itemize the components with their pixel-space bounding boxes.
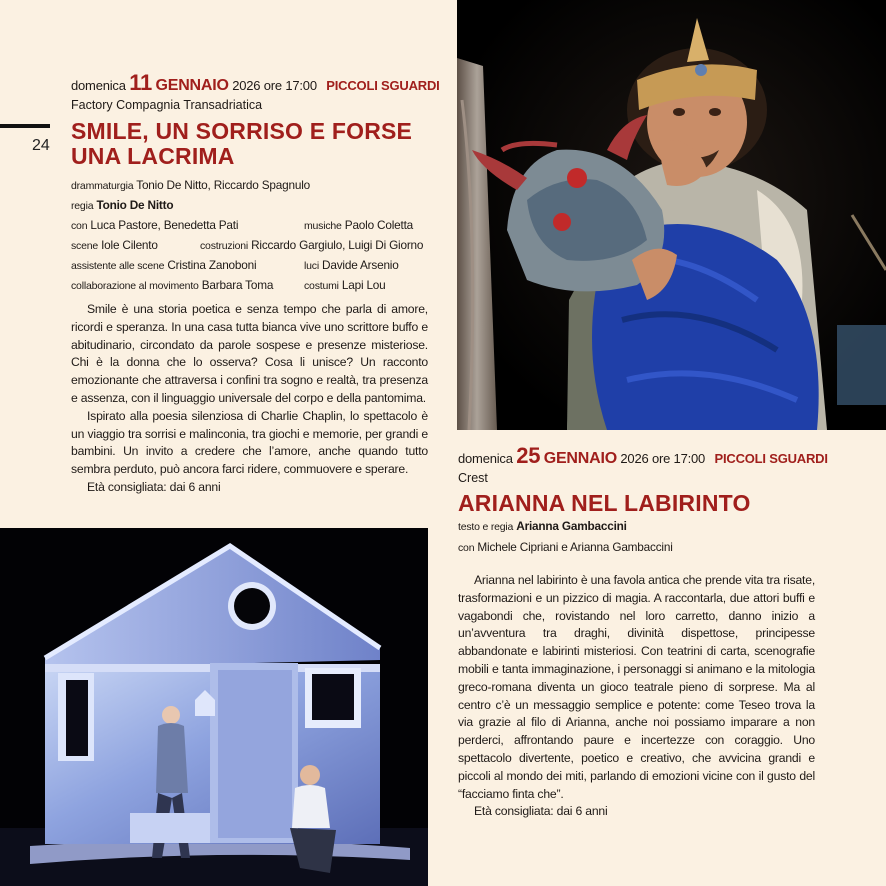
event1-credit-dramaturgy bbox=[71, 178, 310, 192]
event1-para2: Ispirato alla poesia silenziosa di Charlie Chaplin, lo spettacolo è un viaggio tra sorrisi e malinconia, tra giochi e memorie, per grandi e bambini. Un invito a credere che l’amore, anche quando tutto sembra perduto, può ancora farci ridere, commuovere e sperare. bbox=[71, 408, 428, 477]
event1-build: Riccardo Gargiulo, Luigi Di Giorno bbox=[251, 238, 424, 252]
event1-company: Factory Compagnia Transadriatica bbox=[71, 98, 263, 112]
page-number: 24 bbox=[32, 137, 50, 154]
event1-para1: Smile è una storia poetica e senza tempo che parla di amore, ricordi e speranza. In una casa tutta bianca vive uno scrittore buffo e abitudinario, circondato da parole sospese e presenze misteriose. Chi è la donna che lo osserva? Cosa li unisce? Un racconto emozionante che attraversa i confini tra sogno e realtà, tra presenza e assenza, con il linguaggio universale del corpo e della pantomima. bbox=[71, 302, 428, 405]
event1-movement-label: collaborazione al movimento bbox=[71, 280, 199, 292]
event2-credit-text-dir bbox=[458, 519, 627, 533]
event1-dramaturgy: Tonio De Nitto, Riccardo Spagnulo bbox=[136, 178, 310, 192]
event1-credit-sets bbox=[71, 238, 158, 252]
event2-year-time: 2026 ore 17:00 bbox=[620, 451, 706, 466]
event1-sets: Iole Cilento bbox=[101, 238, 158, 252]
event1-credit-build bbox=[200, 238, 423, 252]
event2-cast: Michele Cipriani e Arianna Gambaccini bbox=[477, 540, 673, 554]
event2-company: Crest bbox=[458, 471, 488, 485]
event1-director: Tonio De Nitto bbox=[96, 198, 174, 212]
event1-credit-cast bbox=[71, 218, 238, 232]
event2-para1: Arianna nel labirinto è una favola antica che prende vita tra risate, trasformazioni e un pizzico di magia. A raccontarla, due attori buffi e vagabondi che, rovistando nel loro carretto, danno inizio a un’avventura tra draghi, divinità dispettose, principesse abbandonate e labirinti misteriosi. Con teatrini di carta, scenografie mobili e tanta immaginazione, i personaggi si animano e la mitologia greco-romana diventa un gioco teatrale pieno di sorprese. Ma al centro c’è un messaggio semplice e potente: come Teseo trova la via grazie al filo di Arianna, anche noi possiamo imparare a non perderci, affrontando paure e incertezze con coraggio. Uno spettacolo divertente, poetico e creativo, che avvicina grandi e piccoli al mondo dei miti, parlando di emozioni vicine con il gusto del “facciamo finta che”. bbox=[458, 573, 815, 801]
event1-music: Paolo Coletta bbox=[344, 218, 414, 232]
event1-credit-assistant bbox=[71, 258, 256, 272]
event1-music-label: musiche bbox=[304, 220, 342, 232]
event1-director-label: regia bbox=[71, 200, 94, 212]
event1-assistant: Cristina Zanoboni bbox=[167, 258, 257, 272]
event1-sets-label: scene bbox=[71, 240, 99, 252]
event1-costumes-label: costumi bbox=[304, 280, 339, 292]
page-rule bbox=[0, 124, 50, 128]
event2-text-dir: Arianna Gambaccini bbox=[516, 519, 627, 533]
event1-movement: Barbara Toma bbox=[201, 278, 274, 292]
event1-dateline bbox=[71, 70, 440, 96]
event1-build-label: costruzioni bbox=[200, 240, 248, 252]
event1-age: Età consigliata: dai 6 anni bbox=[87, 479, 221, 494]
event1-lights: Davide Arsenio bbox=[322, 258, 399, 272]
event1-cast: Luca Pastore, Benedetta Pati bbox=[90, 218, 239, 232]
event1-description bbox=[71, 301, 428, 497]
event1-title bbox=[71, 119, 412, 169]
event1-credit-costumes bbox=[304, 278, 386, 292]
photo-arianna-illustration bbox=[457, 0, 886, 430]
event1-cast-label: con bbox=[71, 220, 88, 232]
event1-lights-label: luci bbox=[304, 260, 319, 272]
event2-description bbox=[458, 572, 815, 821]
photo-arianna bbox=[457, 0, 886, 430]
event2-age: Età consigliata: dai 6 anni bbox=[474, 804, 608, 819]
event1-dramaturgy-label: drammaturgia bbox=[71, 180, 134, 192]
event1-credit-movement bbox=[71, 278, 273, 292]
event1-year-time: 2026 ore 17:00 bbox=[232, 78, 317, 93]
event1-credit-director bbox=[71, 198, 173, 212]
event2-cast-label: con bbox=[458, 542, 475, 554]
event2-credit-cast bbox=[458, 540, 673, 554]
photo-smile-illustration bbox=[0, 528, 428, 886]
event1-title-line1: SMILE, UN SORRISO E FORSE bbox=[71, 118, 413, 144]
photo-smile bbox=[0, 528, 428, 886]
event1-day: 11 bbox=[129, 70, 153, 95]
event2-weekday: domenica bbox=[458, 451, 513, 466]
event1-series: PICCOLI SGUARDI bbox=[326, 78, 440, 93]
event1-credit-lights bbox=[304, 258, 399, 272]
event2-day: 25 bbox=[516, 443, 541, 468]
event1-costumes: Lapi Lou bbox=[341, 278, 386, 292]
event2-series: PICCOLI SGUARDI bbox=[714, 451, 828, 466]
event2-dateline bbox=[458, 443, 828, 469]
event2-month: GENNAIO bbox=[543, 450, 617, 467]
event1-title-line2: UNA LACRIMA bbox=[71, 143, 235, 169]
event1-credit-music bbox=[304, 218, 413, 232]
event2-title: ARIANNA NEL LABIRINTO bbox=[458, 490, 751, 516]
event1-assistant-label: assistente alle scene bbox=[71, 260, 165, 272]
event2-text-dir-label: testo e regia bbox=[458, 521, 514, 533]
event1-month: GENNAIO bbox=[155, 77, 229, 94]
event1-weekday: domenica bbox=[71, 78, 126, 93]
